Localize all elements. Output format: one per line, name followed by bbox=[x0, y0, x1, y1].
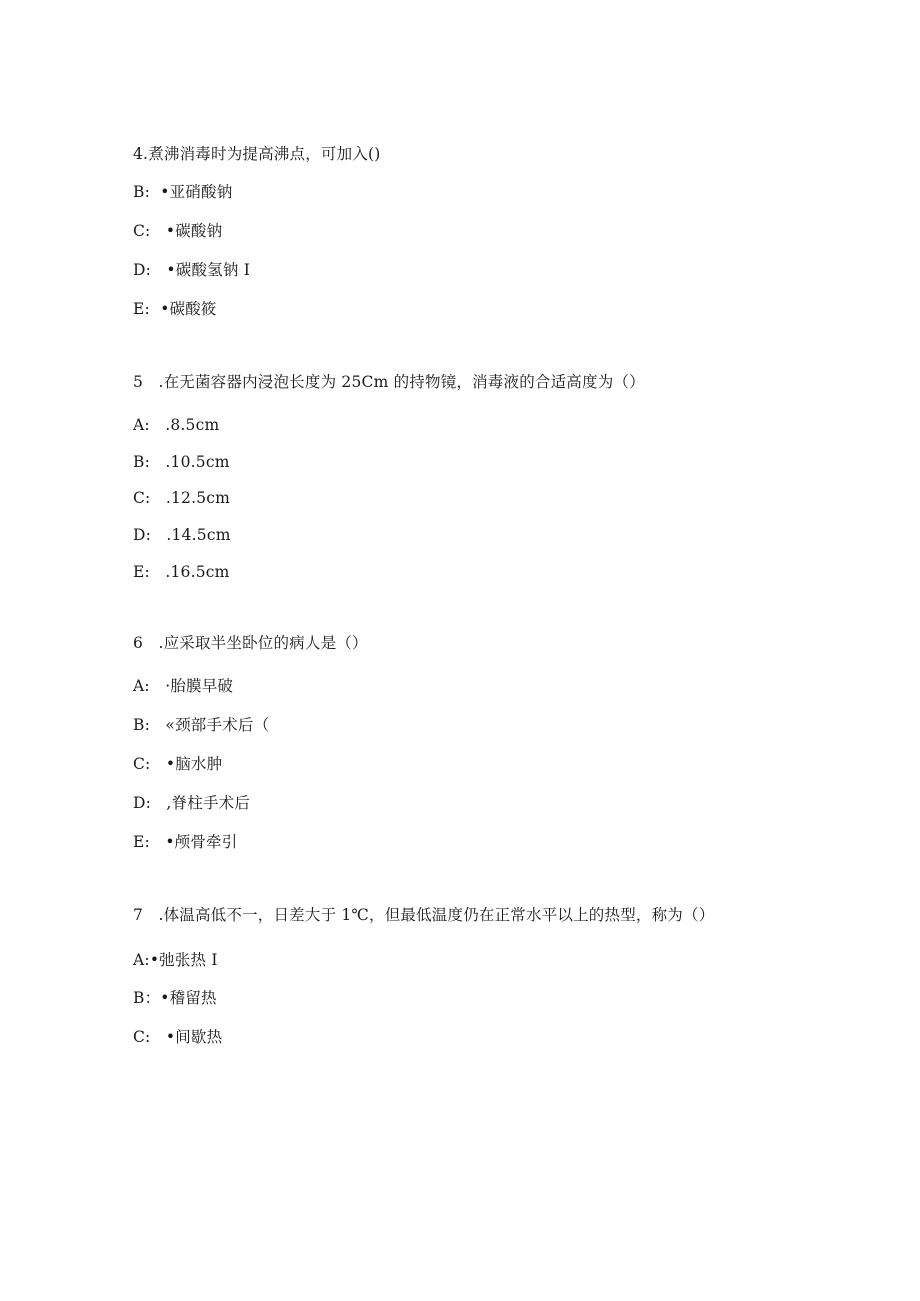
question-7-option-a: A:•弛张热 I bbox=[133, 951, 218, 969]
question-4-option-d: D: •碳酸氢钠 I bbox=[133, 261, 251, 279]
question-5-stem: 5 .在无菌容器内浸泡长度为 25Cm 的持物镜，消毒液的合适高度为（） bbox=[133, 373, 645, 391]
question-6-stem: 6 .应采取半坐卧位的病人是（） bbox=[133, 634, 368, 652]
question-5-option-c: C: .12.5cm bbox=[133, 489, 231, 507]
question-4-stem: 4.煮沸消毒时为提高沸点，可加入() bbox=[133, 145, 381, 163]
question-7-option-c: C: •间歇热 bbox=[133, 1028, 223, 1046]
question-6-option-d: D: ,脊柱手术后 bbox=[133, 794, 251, 812]
question-6-option-c: C: •脑水肿 bbox=[133, 755, 223, 773]
question-4-option-b: B: •亚硝酸钠 bbox=[133, 183, 233, 201]
question-4-option-c: C: •碳酸钠 bbox=[133, 222, 223, 240]
question-5-option-b: B: .10.5cm bbox=[133, 453, 230, 471]
question-4-option-e: E: •碳酸筱 bbox=[133, 300, 217, 318]
question-7-option-b: B：•稽留热 bbox=[133, 989, 217, 1007]
question-5-option-e: E: .16.5cm bbox=[133, 563, 230, 581]
question-6-option-b: B: «颈部手术后（ bbox=[133, 716, 270, 734]
question-5-option-a: A: .8.5cm bbox=[133, 416, 220, 434]
question-6-option-e: E: •颅骨牵引 bbox=[133, 833, 238, 851]
question-6-option-a: A: ·胎膜早破 bbox=[133, 677, 234, 695]
question-7-stem: 7 .体温高低不一，日差大于 1℃，但最低温度仍在正常水平以上的热型，称为（） bbox=[133, 906, 715, 924]
question-5-option-d: D: .14.5cm bbox=[133, 526, 231, 544]
